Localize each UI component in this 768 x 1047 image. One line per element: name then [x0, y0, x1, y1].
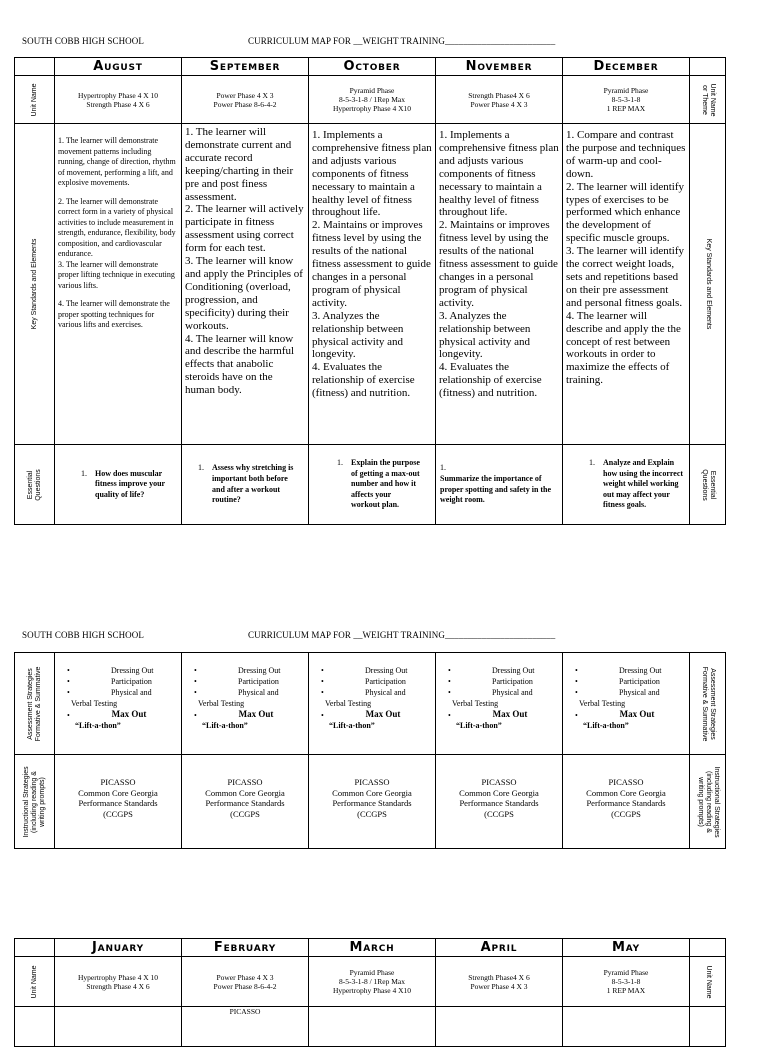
question-cell: 1. Summarize the importance of proper spotting and safety in the weight room.: [436, 445, 563, 525]
unit-name-label: Unit Name: [30, 82, 38, 117]
month-october: October: [309, 58, 436, 76]
month-header-row: [15, 939, 726, 957]
question-cell: 1. How does muscular fitness improve your quality of life?: [55, 445, 182, 525]
standards-cell: 1. Compare and contrast the purpose and techniques of warm-up and cool-down. 2. The learner will identify types of exercises to be performed which enhance the development of specific muscle groups. 3. The learner will identify the correct weight loads, sets and repetitions based on their pre assessment and personal fitness goals. 4. The learner will describe and apply the the concept of rest between workouts in order to maximize the effects of training.: [563, 124, 690, 445]
assessment-cell: • Dressing Out • Participation • Physical and Verbal Testing • Max Out “Lift-a-thon”: [309, 653, 436, 755]
assessment-label-right-cell: [690, 653, 726, 755]
unit-cell: Pyramid Phase 8-5-3-1-8 / 1Rep Max Hypertrophy Phase 4 X10: [309, 957, 436, 1007]
school-name: SOUTH COBB HIGH SCHOOL: [22, 630, 144, 640]
unit-cell: Pyramid Phase 8-5-3-1-8 1 REP MAX: [563, 76, 690, 124]
assessment-cell: • Dressing Out • Participation • Physical and Verbal Testing • Max Out “Lift-a-thon”: [55, 653, 182, 755]
unit-cell: Hypertrophy Phase 4 X 10 Strength Phase 4 X 6: [55, 76, 182, 124]
instructional-cell: PICASSO Common Core Georgia Performance Standards (CCGPS: [436, 755, 563, 849]
instructional-label-cell: [15, 755, 55, 849]
month-april: April: [436, 939, 563, 957]
key-standards-label-right-cell: [690, 124, 726, 445]
instructional-row: [15, 755, 726, 849]
assessment-row: [15, 653, 726, 755]
unit-name-theme-label-cell: [690, 76, 726, 124]
instructional-cell: PICASSO Common Core Georgia Performance Standards (CCGPS: [563, 755, 690, 849]
unit-cell: Strength Phase4 X 6 Power Phase 4 X 3: [436, 957, 563, 1007]
essential-label-right: Essential Questions: [700, 468, 716, 501]
unit-name-theme-label: Unit Name or Theme: [700, 82, 716, 117]
unit-name-label-cell: [15, 76, 55, 124]
month-may: May: [563, 939, 690, 957]
key-standards-row: [15, 124, 726, 445]
month-november: November: [436, 58, 563, 76]
standards-cell: 1. Implements a comprehensive fitness plan and adjusts various components of fitness necessary to maintain a healthy level of fitness throughout life. 2. Maintains or improves fitness level by using the results of the national fitness assessment to guide changes in a personal program of physical activity. 3. Analyzes the relationship between physical activity and longevity. 4. Evaluates the relationship of exercise (fitness) and nutrition.: [436, 124, 563, 445]
spring-curriculum-table: [14, 938, 726, 1047]
unit-cell: Power Phase 4 X 3 Power Phase 8-6-4-2: [182, 957, 309, 1007]
unit-cell: Power Phase 4 X 3 Power Phase 8-6-4-2: [182, 76, 309, 124]
month-header-row: [15, 58, 726, 76]
unit-cell: Pyramid Phase 8-5-3-1-8 / 1Rep Max Hypertrophy Phase 4 X10: [309, 76, 436, 124]
assessment-label-right: Assessment Strategies Formative & Summative: [700, 666, 716, 741]
assessment-label-cell: [15, 653, 55, 755]
unit-name-label-right: Unit Name: [704, 964, 712, 999]
unit-name-row: [15, 957, 726, 1007]
assessment-cell: • Dressing Out • Participation • Physical and Verbal Testing • Max Out “Lift-a-thon”: [436, 653, 563, 755]
school-name: SOUTH COBB HIGH SCHOOL: [22, 36, 144, 46]
instructional-cell: PICASSO Common Core Georgia Performance Standards (CCGPS: [55, 755, 182, 849]
essential-label-cell: [15, 445, 55, 525]
month-march: March: [309, 939, 436, 957]
unit-cell: Hypertrophy Phase 4 X 10 Strength Phase 4 X 6: [55, 957, 182, 1007]
instructional-label-right: Instructional Strategies (including reading & writing prompts): [696, 765, 720, 838]
key-standards-label: Key Standards and Elements: [30, 238, 38, 330]
curriculum-title: CURRICULUM MAP FOR __WEIGHT TRAINING________________________: [248, 36, 556, 46]
month-february: February: [182, 939, 309, 957]
instructional-cell: PICASSO Common Core Georgia Performance Standards (CCGPS: [182, 755, 309, 849]
month-september: September: [182, 58, 309, 76]
partial-cell: PICASSO: [182, 1007, 309, 1047]
page-header-1: [22, 36, 556, 46]
question-cell: 1. Explain the purpose of getting a max-out number and how it affects your workout plan.: [309, 445, 436, 525]
key-standards-label-right: Key Standards and Elements: [704, 238, 712, 330]
assessment-cell: • Dressing Out • Participation • Physical and Verbal Testing • Max Out “Lift-a-thon”: [563, 653, 690, 755]
essential-label-right-cell: [690, 445, 726, 525]
instructional-label-right-cell: [690, 755, 726, 849]
page-header-2: [22, 630, 556, 640]
essential-label: Essential Questions: [26, 468, 42, 501]
curriculum-title: CURRICULUM MAP FOR __WEIGHT TRAINING________________________: [248, 630, 556, 640]
key-standards-label-cell: [15, 124, 55, 445]
unit-name-label-right-cell: [690, 957, 726, 1007]
month-august: August: [55, 58, 182, 76]
question-cell: 1. Analyze and Explain how using the incorrect weight whilel working out may affect your fitness goals.: [563, 445, 690, 525]
instructional-cell: PICASSO Common Core Georgia Performance Standards (CCGPS: [309, 755, 436, 849]
unit-cell: Strength Phase4 X 6 Power Phase 4 X 3: [436, 76, 563, 124]
standards-cell: 1. Implements a comprehensive fitness plan and adjusts various components of fitness necessary to maintain a healthy level of fitness throughout life. 2. Maintains or improves fitness level by using the results of the national fitness assessment to guide changes in a personal program of physical activity. 3. Analyzes the relationship between physical activity and longevity. 4. Evaluates the relationship of exercise (fitness) and nutrition.: [309, 124, 436, 445]
strategies-table: [14, 652, 726, 849]
month-january: January: [55, 939, 182, 957]
unit-cell: Pyramid Phase 8-5-3-1-8 1 REP MAX: [563, 957, 690, 1007]
essential-questions-row: [15, 445, 726, 525]
month-december: December: [563, 58, 690, 76]
standards-cell: 1. The learner will demonstrate movement patterns including running, change of direction, rhythm of movement, performing a lift, and explosive movements. 2. The learner will demonstrate correct form in a variety of physical activities to include measurement in strength, endurance, flexibility, body composition, and cardiovascular endurance. 3. The learner will demonstrate proper lifting technique in executing various lifts. 4. The learner will demonstrate the proper spotting techniques for various lifts and exercises.: [55, 124, 182, 445]
question-cell: 1. Assess why stretching is important both before and after a workout routine?: [182, 445, 309, 525]
fall-curriculum-table: [14, 57, 726, 525]
unit-name-label: Unit Name: [30, 964, 38, 999]
partial-row: [15, 1007, 726, 1047]
assessment-label: Assessment Strategies Formative & Summative: [26, 666, 42, 741]
unit-name-label-cell: [15, 957, 55, 1007]
standards-cell: 1. The learner will demonstrate current and accurate record keeping/charting in their pre and post finess assessment. 2. The learner will actively participate in fitness assessment using correct form for each test. 3. The learner will know and apply the Principles of Conditioning (overload, progression, and specificity) during their workouts. 4. The learner will know and describe the harmful effects that anabolic steroids have on the human body.: [182, 124, 309, 445]
unit-name-row: [15, 76, 726, 124]
instructional-label: Instructional Strategies (including reading & writing prompts): [22, 765, 46, 838]
assessment-cell: • Dressing Out • Participation • Physical and Verbal Testing • Max Out “Lift-a-thon”: [182, 653, 309, 755]
